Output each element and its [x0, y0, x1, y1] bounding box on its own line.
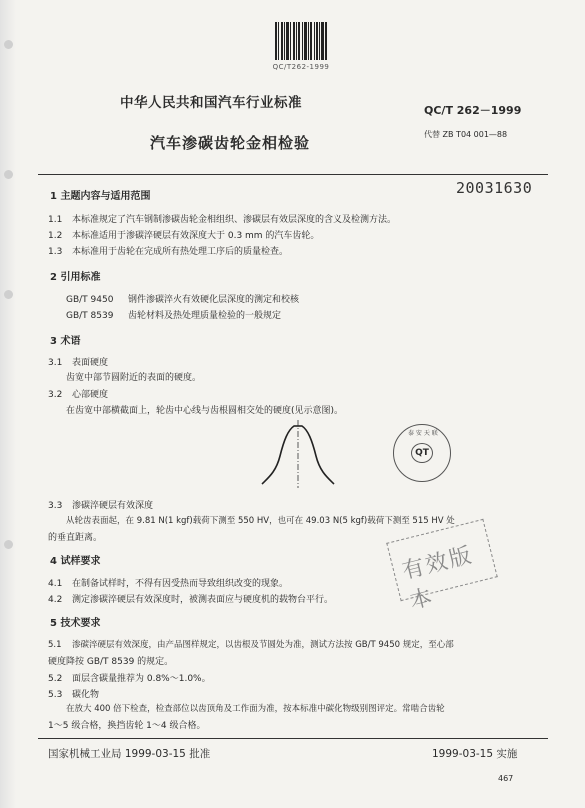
clause-number: 1.1	[48, 215, 63, 225]
standard-code: QC/T 262－1999	[424, 104, 522, 117]
section-heading: 5 技术要求	[50, 618, 101, 629]
clause-number: 1.2	[48, 231, 63, 241]
term-heading	[48, 498, 153, 511]
term-definition: 齿宽中部节圆附近的表面的硬度。	[66, 373, 202, 383]
clause-number: 5.1	[48, 640, 62, 650]
header-divider	[38, 174, 548, 175]
section-heading: 4 试样要求	[50, 556, 101, 567]
clause-text: 本标准规定了汽车钢制渗碳齿轮金相组织、渗碳层有效层深度的含义及检测方法。	[72, 215, 397, 225]
reference-title: 钢件渗碳淬火有效硬化层深度的测定和校核	[128, 295, 300, 305]
reference-standard	[66, 292, 299, 305]
validity-stamp-text: 有效版本	[399, 542, 476, 615]
clause	[48, 228, 319, 241]
approval-line: 国家机械工业局 1999-03-15 批准	[48, 748, 211, 760]
clause-text: 测定渗碳淬硬层有效深度时，被测表面应与硬度机的载物台平行。	[72, 595, 334, 605]
clause	[48, 212, 396, 225]
clause-number: 1.3	[48, 247, 63, 257]
clause-continued: 1～5 级合格，换挡齿轮 1～4 级合格。	[48, 721, 206, 731]
clause	[48, 244, 288, 257]
section-heading: 2 引用标准	[50, 272, 101, 283]
clause-continued: 硬度降按 GB/T 8539 的规定。	[48, 657, 174, 667]
punch-hole	[4, 290, 13, 299]
clause-text: 在制备试样时，不得有因受热而导致组织改变的现象。	[72, 579, 289, 589]
clause-text: 本标准用于齿轮在完成所有热处理工序后的质量检查。	[72, 247, 289, 257]
reference-code: GB/T 8539	[66, 311, 114, 321]
term-name: 渗碳淬硬层有效深度	[72, 501, 154, 511]
clause-number: 4.1	[48, 579, 63, 589]
term-name: 表面硬度	[72, 358, 109, 368]
seal-center-text: QT	[411, 443, 433, 463]
barcode-caption: QC/T262-1999	[272, 63, 330, 71]
term-definition: 从轮齿表面起，在 9.81 N(1 kgf)载荷下测至 550 HV，也可在 49.03 N(5 kgf)载荷下测至 515 HV 处	[66, 516, 455, 526]
punch-hole	[4, 170, 13, 179]
term-heading	[48, 355, 108, 368]
page-number: 467	[498, 774, 514, 783]
clause-number: 3.3	[48, 501, 63, 511]
clause-number: 3.2	[48, 390, 63, 400]
serial-number-stamp: 20031630	[456, 179, 533, 197]
reference-standard	[66, 308, 281, 321]
reference-code: GB/T 9450	[66, 295, 114, 305]
round-seal-stamp	[393, 424, 451, 482]
clause-number: 5.2	[48, 674, 63, 684]
replaces-note: 代替 ZB T04 001—88	[424, 130, 508, 139]
clause-text: 渗碳淬硬层有效深度，由产品图样规定，以齿根及节圆处为准，测试方法按 GB/T 9450 规定，至心部	[72, 640, 454, 650]
term-name: 碳化物	[72, 690, 100, 700]
clause	[48, 671, 211, 684]
clause-number: 3.1	[48, 358, 63, 368]
clause	[48, 638, 454, 650]
binding-edge	[0, 0, 16, 808]
gear-tooth-diagram	[258, 418, 338, 490]
punch-hole	[4, 40, 13, 49]
section-heading: 1 主题内容与适用范围	[50, 191, 151, 202]
term-name: 心部硬度	[72, 390, 109, 400]
term-definition: 在齿宽中部横截面上，轮齿中心线与齿根圆相交处的硬度(见示意图)。	[66, 406, 344, 416]
clause	[48, 592, 333, 605]
barcode-icon	[274, 22, 328, 64]
clause-text: 在放大 400 倍下检查，检查部位以齿顶角及工作面为准，按本标准中碳化物级别图评定。常啮合齿轮	[66, 704, 445, 714]
document-title: 汽车渗碳齿轮金相检验	[150, 134, 311, 152]
term-heading	[48, 387, 108, 400]
clause-text: 本标准适用于渗碳淬硬层有效深度大于 0.3 mm 的汽车齿轮。	[72, 231, 320, 241]
validity-stamp	[386, 519, 498, 615]
clause-number: 4.2	[48, 595, 63, 605]
footer-divider	[38, 738, 548, 739]
punch-hole	[4, 540, 13, 549]
effective-date: 1999-03-15 实施	[432, 748, 518, 760]
issuing-organization: 中华人民共和国汽车行业标准	[120, 95, 302, 111]
clause	[48, 576, 288, 589]
section-heading: 3 术语	[50, 336, 81, 347]
clause-number: 5.3	[48, 690, 63, 700]
term-heading	[48, 687, 99, 700]
term-definition-continued: 的垂直距离。	[48, 533, 103, 543]
reference-title: 齿轮材料及热处理质量检验的一般规定	[128, 311, 282, 321]
clause-text: 面层含碳量推荐为 0.8%～1.0%。	[72, 674, 211, 684]
seal-arc-text: 泰 安 天 联	[408, 430, 438, 437]
